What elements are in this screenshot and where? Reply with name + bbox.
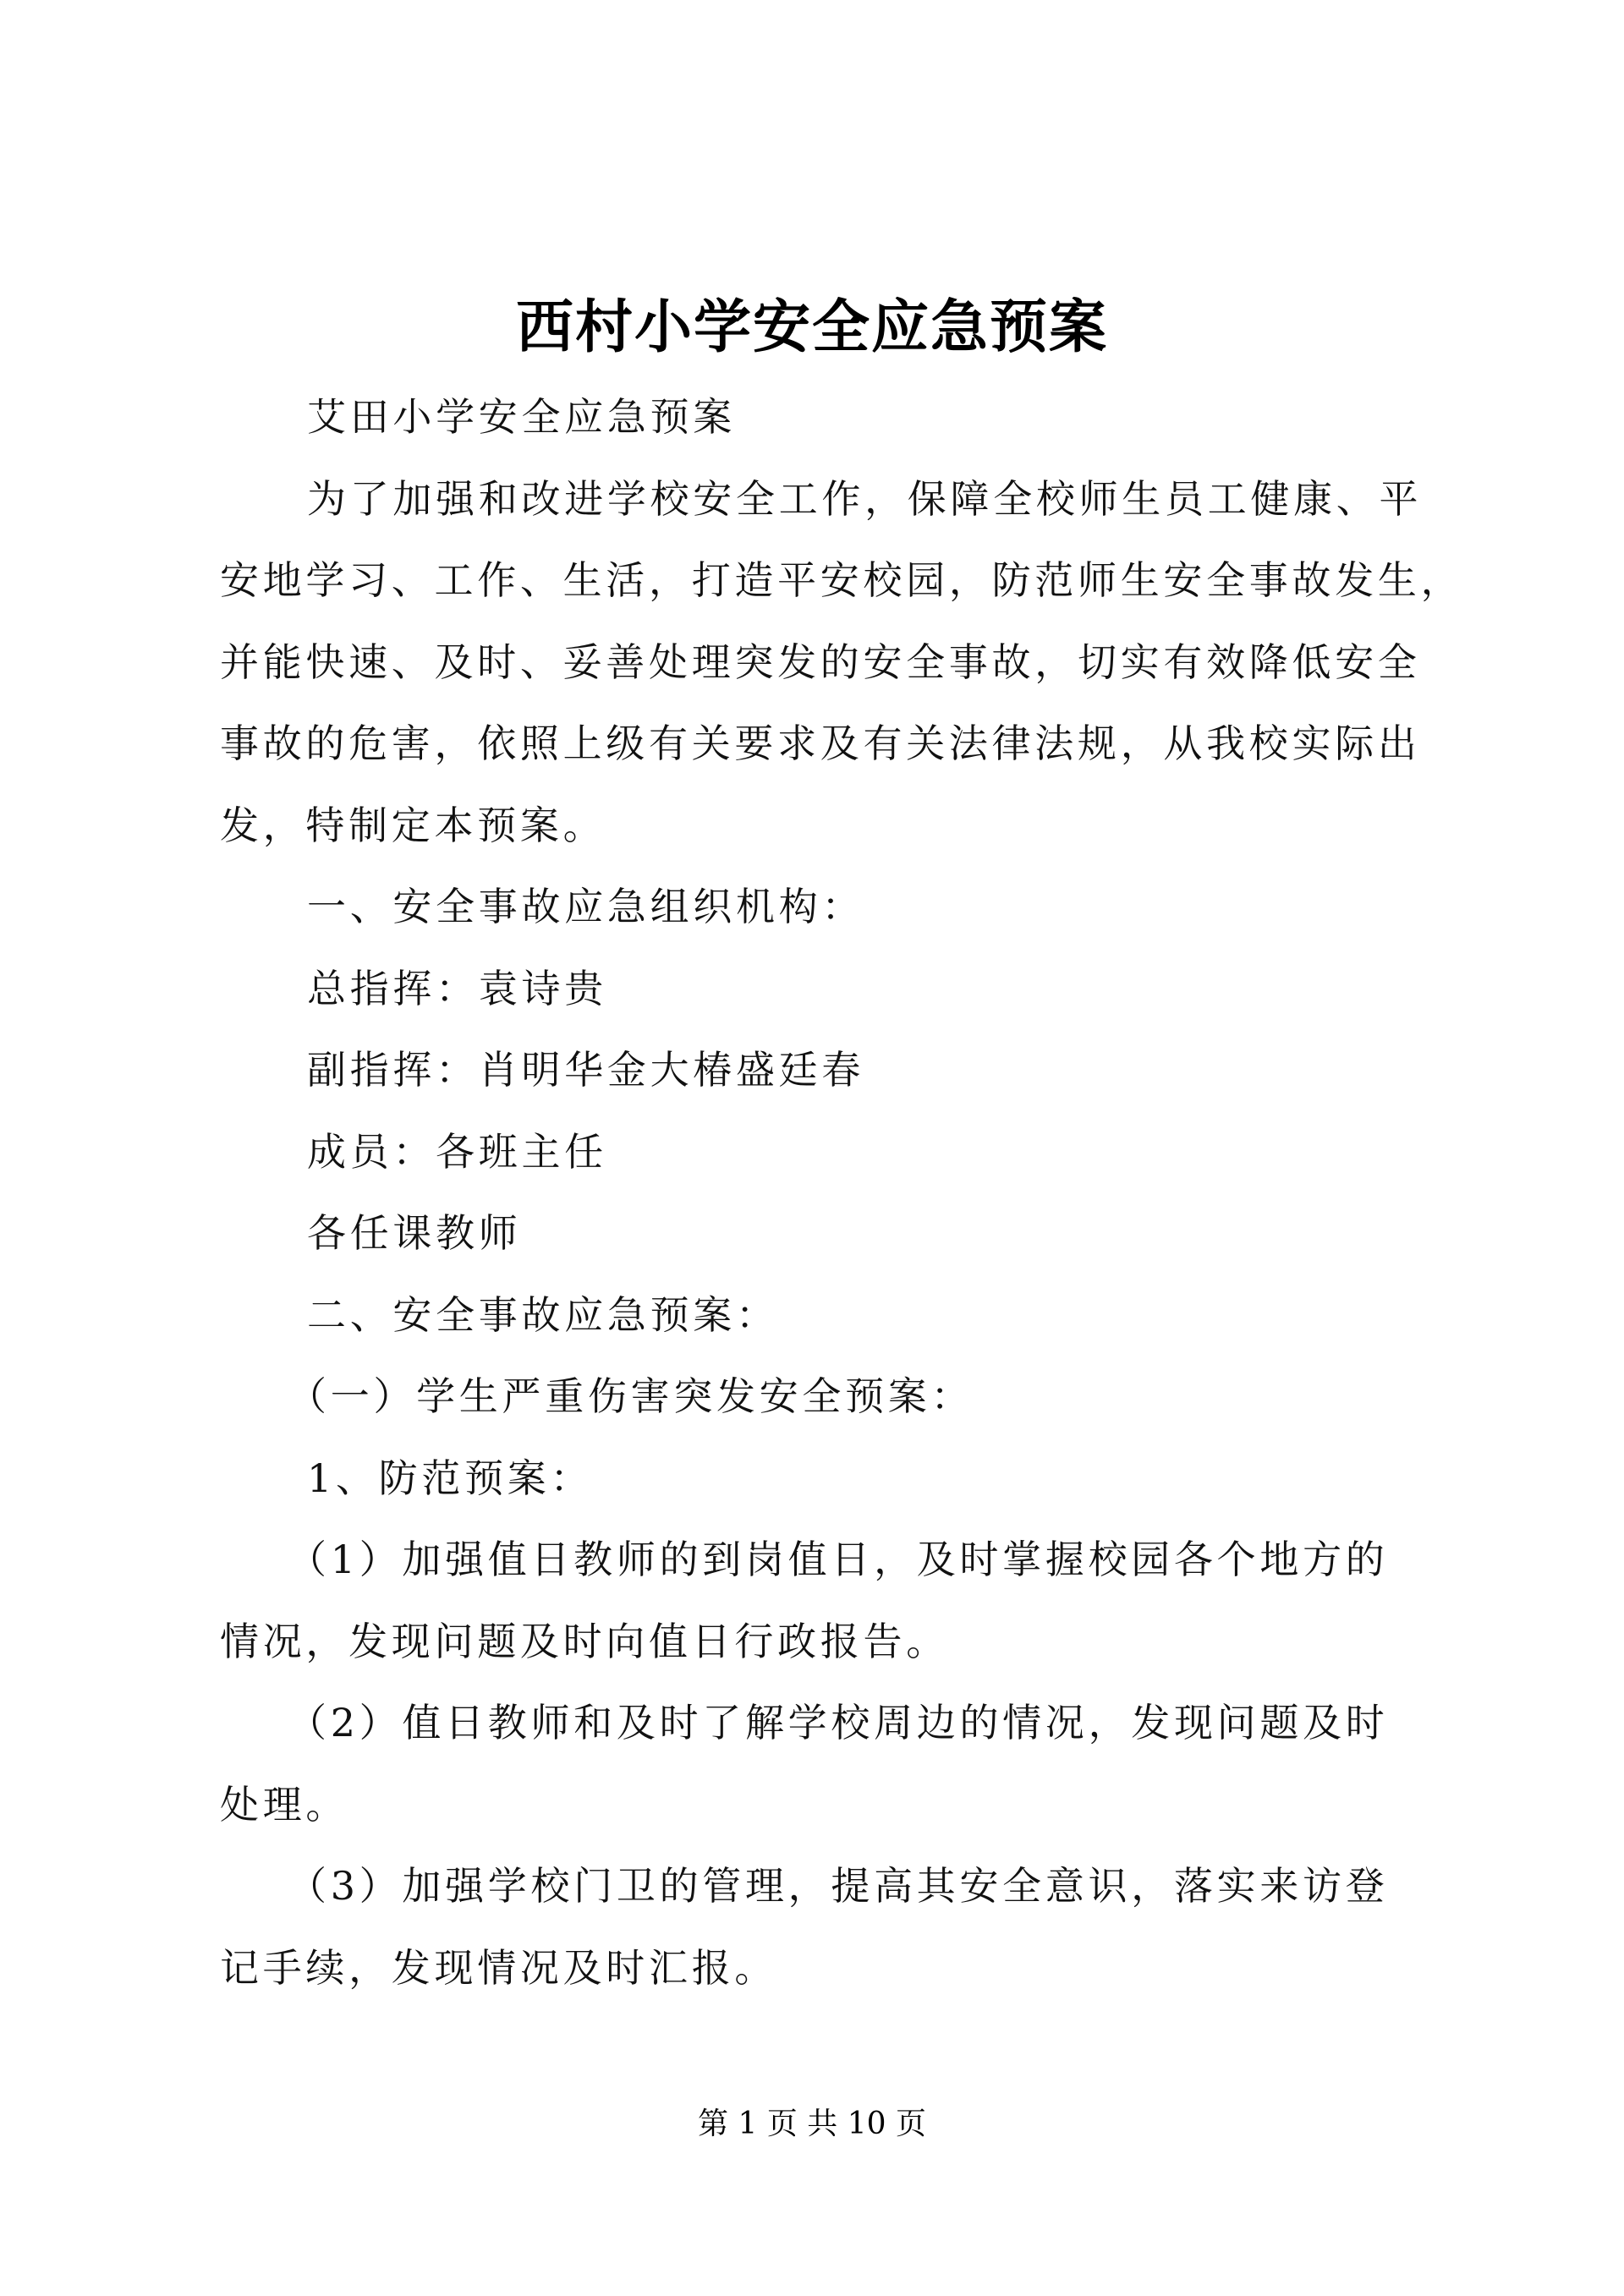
paragraph-line: 事故的危害，依照上级有关要求及有关法律法规，从我校实际出 [220, 721, 1421, 766]
paragraph-line: 安地学习、工作、生活，打造平安校园，防范师生安全事故发生， [220, 557, 1464, 603]
list-item: 各任课教师 [307, 1210, 522, 1256]
document-body [220, 376, 1464, 2008]
list-item: 成员：各班主任 [307, 1128, 607, 1175]
subsection-heading: 1、防范预案： [307, 1455, 594, 1501]
paragraph-line: 并能快速、及时、妥善处理突发的安全事故，切实有效降低安全 [220, 638, 1421, 685]
list-item: 总指挥：袁诗贵 [307, 965, 607, 1011]
list-item: 副指挥：肖明华金大椿盛廷春 [307, 1047, 865, 1093]
section-heading: 一、安全事故应急组织机构： [307, 884, 865, 929]
page-number-footer: 第 1 页 共 10 页 [698, 2107, 926, 2141]
subsection-heading: （一）学生严重伤害突发安全预案： [288, 1373, 974, 1419]
paragraph-line: （2）值日教师和及时了解学校周边的情况，发现问题及时 [288, 1700, 1389, 1745]
paragraph-line: （3）加强学校门卫的管理，提高其安全意识，落实来访登 [288, 1863, 1389, 1909]
paragraph-line: 记手续，发现情况及时汇报。 [220, 1944, 778, 1991]
section-heading: 二、安全事故应急预案： [307, 1291, 779, 1338]
paragraph-line: 处理。 [220, 1781, 349, 1827]
document-title: 西村小学安全应急预案 [515, 294, 1108, 361]
paragraph-line: 发，特制定本预案。 [220, 802, 606, 848]
paragraph-line: （1）加强值日教师的到岗值日，及时掌握校园各个地方的 [288, 1537, 1389, 1582]
paragraph-line: 为了加强和改进学校安全工作，保障全校师生员工健康、平 [307, 475, 1423, 522]
paragraph-line: 艾田小学安全应急预案 [307, 394, 736, 440]
paragraph-line: 情况，发现问题及时向值日行政报告。 [220, 1618, 949, 1664]
